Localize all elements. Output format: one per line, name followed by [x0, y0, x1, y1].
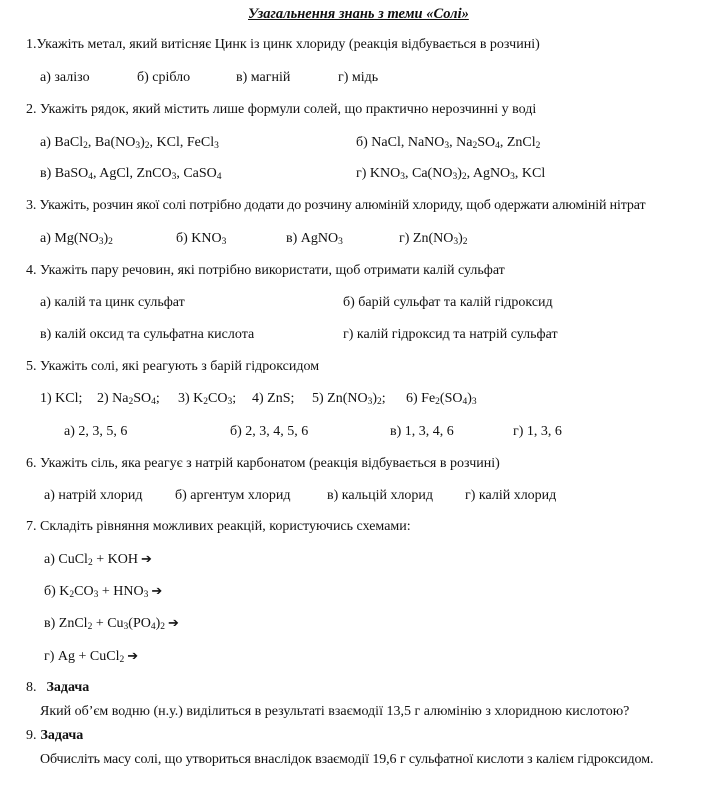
arrow-icon: ➔ — [127, 648, 139, 663]
q5-option-a: а) 2, 3, 5, 6 — [64, 424, 128, 439]
question-7-text: 7. Складіть рівняння можливих реакцій, користуючись схемами: — [26, 519, 411, 534]
q6-option-d: г) калій хлорид — [465, 488, 557, 503]
question-2-text: 2. Укажіть рядок, який містить лише формули солей, що практично нерозчинні у воді — [26, 102, 537, 117]
question-3-text: 3. Укажіть, розчин якої солі потрібно додати до розчину алюміній хлориду, щоб одержати алюміній нітрат — [26, 198, 646, 213]
page-title: Узагальнення знань з теми «Солі» — [248, 6, 469, 22]
q1-option-c: в) магній — [236, 70, 291, 85]
q4-option-d: г) калій гідроксид та натрій сульфат — [343, 327, 558, 342]
question-8-heading — [26, 680, 89, 696]
arrow-icon: ➔ — [168, 615, 179, 630]
question-9-heading — [26, 728, 83, 744]
q4-option-c: в) калій оксид та сульфатна кислота — [40, 327, 255, 342]
q5-salt-3: 3) $K_2CO_3$; — [178, 391, 237, 407]
q7-scheme-b: б) $K_2CO_3 + HNO_3$ ➔ — [44, 583, 163, 600]
q5-salt-4: 4) ZnS; — [252, 391, 295, 406]
q1-option-a: а) залізо — [40, 70, 90, 85]
q5-salt-5: 5) $Zn(NO_3)_2$; — [312, 391, 386, 407]
q5-option-b: б) 2, 3, 4, 5, 6 — [230, 424, 309, 439]
q7-scheme-c: в) ZnCl$_2$ + $Cu_3(PO_4)_2$ ➔ — [44, 615, 179, 632]
question-8-number: 8. — [26, 680, 37, 695]
question-5-text: 5. Укажіть солі, які реагують з барій гідроксидом — [26, 359, 320, 374]
question-9-label: Задача — [40, 728, 84, 743]
question-9-number: 9. — [26, 728, 37, 743]
q2-option-b: б) NaCl, NaNO$_3$, $Na_2SO_4$, ZnCl$_2$ — [356, 135, 541, 151]
question-8-label: Задача — [46, 680, 90, 695]
q1-option-b: б) срібло — [137, 70, 191, 85]
q5-salt-1: 1) KCl; — [40, 391, 83, 406]
q6-option-a: а) натрій хлорид — [44, 488, 143, 503]
q7-scheme-d: г) Ag + CuCl$_2$ ➔ — [44, 648, 139, 665]
q6-option-b: б) аргентум хлорид — [175, 488, 291, 503]
q5-option-c: в) 1, 3, 4, 6 — [390, 424, 454, 439]
q3-option-c: в) AgNO$_3$ — [286, 231, 343, 247]
q2-option-d: г) $KNO_3$, $Ca(NO_3)_2$, AgNO$_3$, KCl — [356, 166, 546, 182]
arrow-icon: ➔ — [151, 583, 163, 598]
question-1-text: 1.Укажіть метал, який витісняє Цинк із цинк хлориду (реакція відбувається в розчині) — [26, 37, 540, 52]
q3-option-b: б) $KNO_3$ — [176, 231, 227, 247]
q2-option-c: в) BaSO$_4$, AgCl, ZnCO$_3$, CaSO$_4$ — [40, 166, 222, 182]
q4-option-b: б) барій сульфат та калій гідроксид — [343, 295, 553, 310]
q6-option-c: в) кальцій хлорид — [327, 488, 434, 503]
question-4-text: 4. Укажіть пару речовин, які потрібно використати, щоб отримати калій сульфат — [26, 263, 505, 278]
q3-option-d: г) $Zn(NO_3)_2$ — [399, 231, 468, 247]
q5-option-d: г) 1, 3, 6 — [513, 424, 562, 439]
q2-option-a: а) BaCl$_2$, $Ba(NO_3)_2$, KCl, FeCl$_3$ — [40, 135, 219, 151]
q5-salt-2: 2) $Na_2SO_4$; — [97, 391, 160, 407]
question-6-text: 6. Укажіть сіль, яка реагує з натрій карбонатом (реакція відбувається в розчині) — [26, 456, 500, 471]
question-9-text: Обчисліть масу солі, що утвориться внаслідок взаємодії 19,6 г сульфатної кислоти з калієм гідроксидом. — [40, 752, 654, 767]
q7-scheme-a: а) CuCl$_2$ + KOH ➔ — [44, 551, 152, 568]
q4-option-a: а) калій та цинк сульфат — [40, 295, 185, 310]
q1-option-d: г) мідь — [338, 70, 379, 85]
arrow-icon: ➔ — [140, 551, 152, 566]
q3-option-a: а) $Mg(NO_3)_2$ — [40, 231, 113, 247]
q5-salt-6: 6) $Fe_2(SO_4)_3$ — [406, 391, 477, 407]
question-8-text: Який об’єм водню (н.у.) виділиться в результаті взаємодії 13,5 г алюмінію з хлоридною кислотою? — [40, 704, 630, 719]
